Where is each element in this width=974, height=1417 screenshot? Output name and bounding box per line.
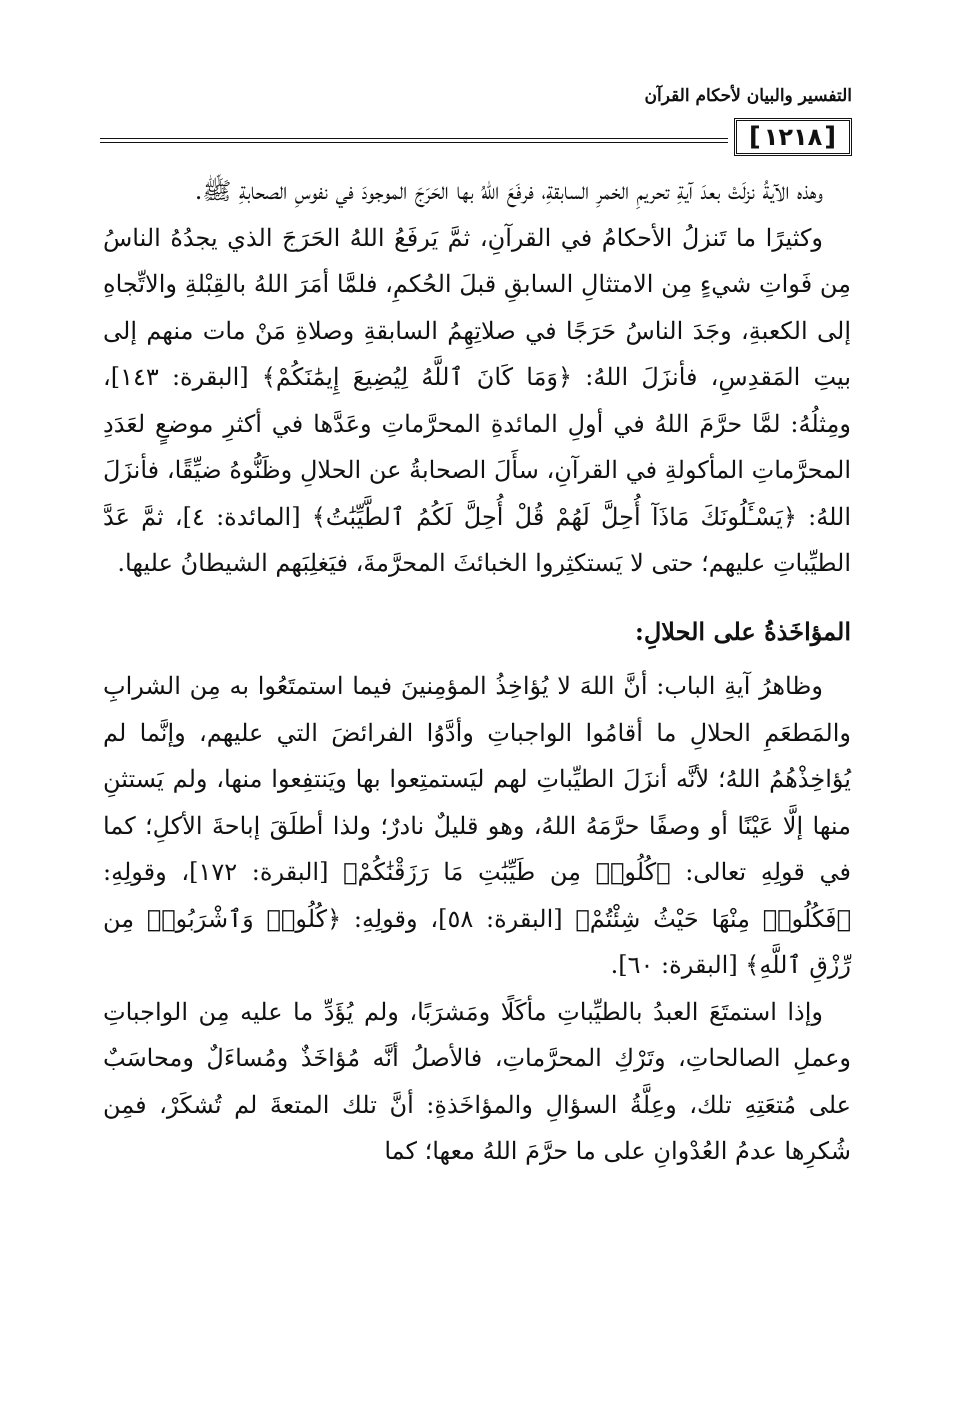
book-title: التفسير والبيان لأحكام القرآن: [644, 86, 852, 106]
page-header: [100, 78, 852, 158]
main-text: [103, 168, 851, 1175]
page-number-box: [734, 118, 852, 156]
paragraph: وظاهرُ آيةِ الباب: أنَّ اللهَ لا يُؤاخِذُ المؤمِنينَ فيما استمتَعُوا به مِن الشرابِ والمَطعَمِ الحلالِ ما أقامُوا الواجباتِ وأدَّوُا الفرائضَ التي عليهم، وإنَّما لم يُؤاخِذْهُمُ اللهُ؛ لأنَّه أنزَلَ الطيِّباتِ لهم ليَستمتِعوا بها ويَنتفِعوا منها، ولم يَستثنِ منها إلَّا عَيْنًا أو وصفًا حرَّمَهُ اللهُ، وهو قليلٌ نادرٌ؛ ولذا أطلَقَ إباحةَ الأكلِ؛ كما في قولِهِ تعالى: ﴿كُلُوا۟ مِن طَيِّبَٰتِ مَا رَزَقْنَٰكُمْ﴾ [البقرة: ١٧٢]، وقولِهِ: ﴿فَكُلُوا۟ مِنْهَا حَيْثُ شِئْتُمْ﴾ [البقرة: ٥٨]، وقولِهِ: ﴿كُلُوا۟ وَٱشْرَبُوا۟ مِن رِّزْقِ ٱللَّهِ﴾ [البقرة: ٦٠].: [103, 672, 852, 979]
header-rule: [100, 138, 728, 143]
page-number-bracket-right: ]: [824, 122, 838, 152]
section-heading: المؤاخَذةُ على الحلالِ:: [635, 616, 851, 646]
page-number: ١٢١٨: [763, 123, 823, 151]
paragraph: وإذا استمتَعَ العبدُ بالطيِّباتِ مأكَلًا ومَشرَبًا، ولم يُؤَدِّ ما عليه مِن الواجباتِ وعملِ الصالحاتِ، وتَرْكِ المحرَّماتِ، فالأصلُ أنَّه مُؤاخَذٌ ومُساءَلٌ ومحاسَبٌ على مُتعَتِهِ تلك، وعِلَّةُ السؤالِ والمؤاخَذةِ: أنَّ تلك المتعةَ لم تُشكَرْ، فمِن شُكرِها عدمُ العُدْوانِ على ما حرَّمَ اللهُ معها؛ كما: [103, 997, 851, 1165]
paragraph: وكثيرًا ما تَنزلُ الأحكامُ في القرآنِ، ثمَّ يَرفَعُ اللهُ الحَرَجَ الذي يجدُهُ الناسُ مِن فَواتِ شيءٍ مِن الامتثالِ السابقِ قبلَ الحُكمِ، فلمَّا أمَرَ اللهُ بالقِبْلةِ والاتِّجاهِ إلى الكعبةِ، وجَدَ الناسُ حَرَجًا في صلاتِهِمُ السابقةِ وصلاةِ مَنْ مات منهم إلى بيتِ المَقدِسِ، فأنزَلَ اللهُ: ﴿وَمَا كَانَ ٱللَّهُ لِيُضِيعَ إِيمَٰنَكُمْ﴾ [البقرة: ١٤٣]، ومِثلُهُ: لمَّا حرَّمَ اللهُ في أولِ المائدةِ المحرَّماتِ وعَدَّها في أكثرِ موضعٍ لعَدَدِ المحرَّماتِ المأكولةِ في القرآنِ، سأَلَ الصحابةُ عن الحلالِ وظَنُّوهُ ضيِّقًا، فأنزَلَ اللهُ: ﴿يَسْـَٔلُونَكَ مَاذَآ أُحِلَّ لَهُمْ قُلْ أُحِلَّ لَكُمُ ٱلطَّيِّبَٰتُ﴾ [المائدة: ٤]، ثمَّ عَدَّ الطيِّباتِ عليهم؛ حتى لا يَستكثِروا الخبائثَ المحرَّمةَ، فيَغلِبَهم الشيطانُ عليها.: [103, 223, 852, 577]
page-number-bracket-left: [: [748, 122, 762, 152]
paragraph: وهذه الآيةُ نزلَتْ بعدَ آيةِ تحريمِ الخمرِ السابقةِ، فرفَعَ اللهُ بها الحَرَجَ الموجودَ في نفوسِ الصحابةِ ﷺ.: [194, 177, 823, 205]
